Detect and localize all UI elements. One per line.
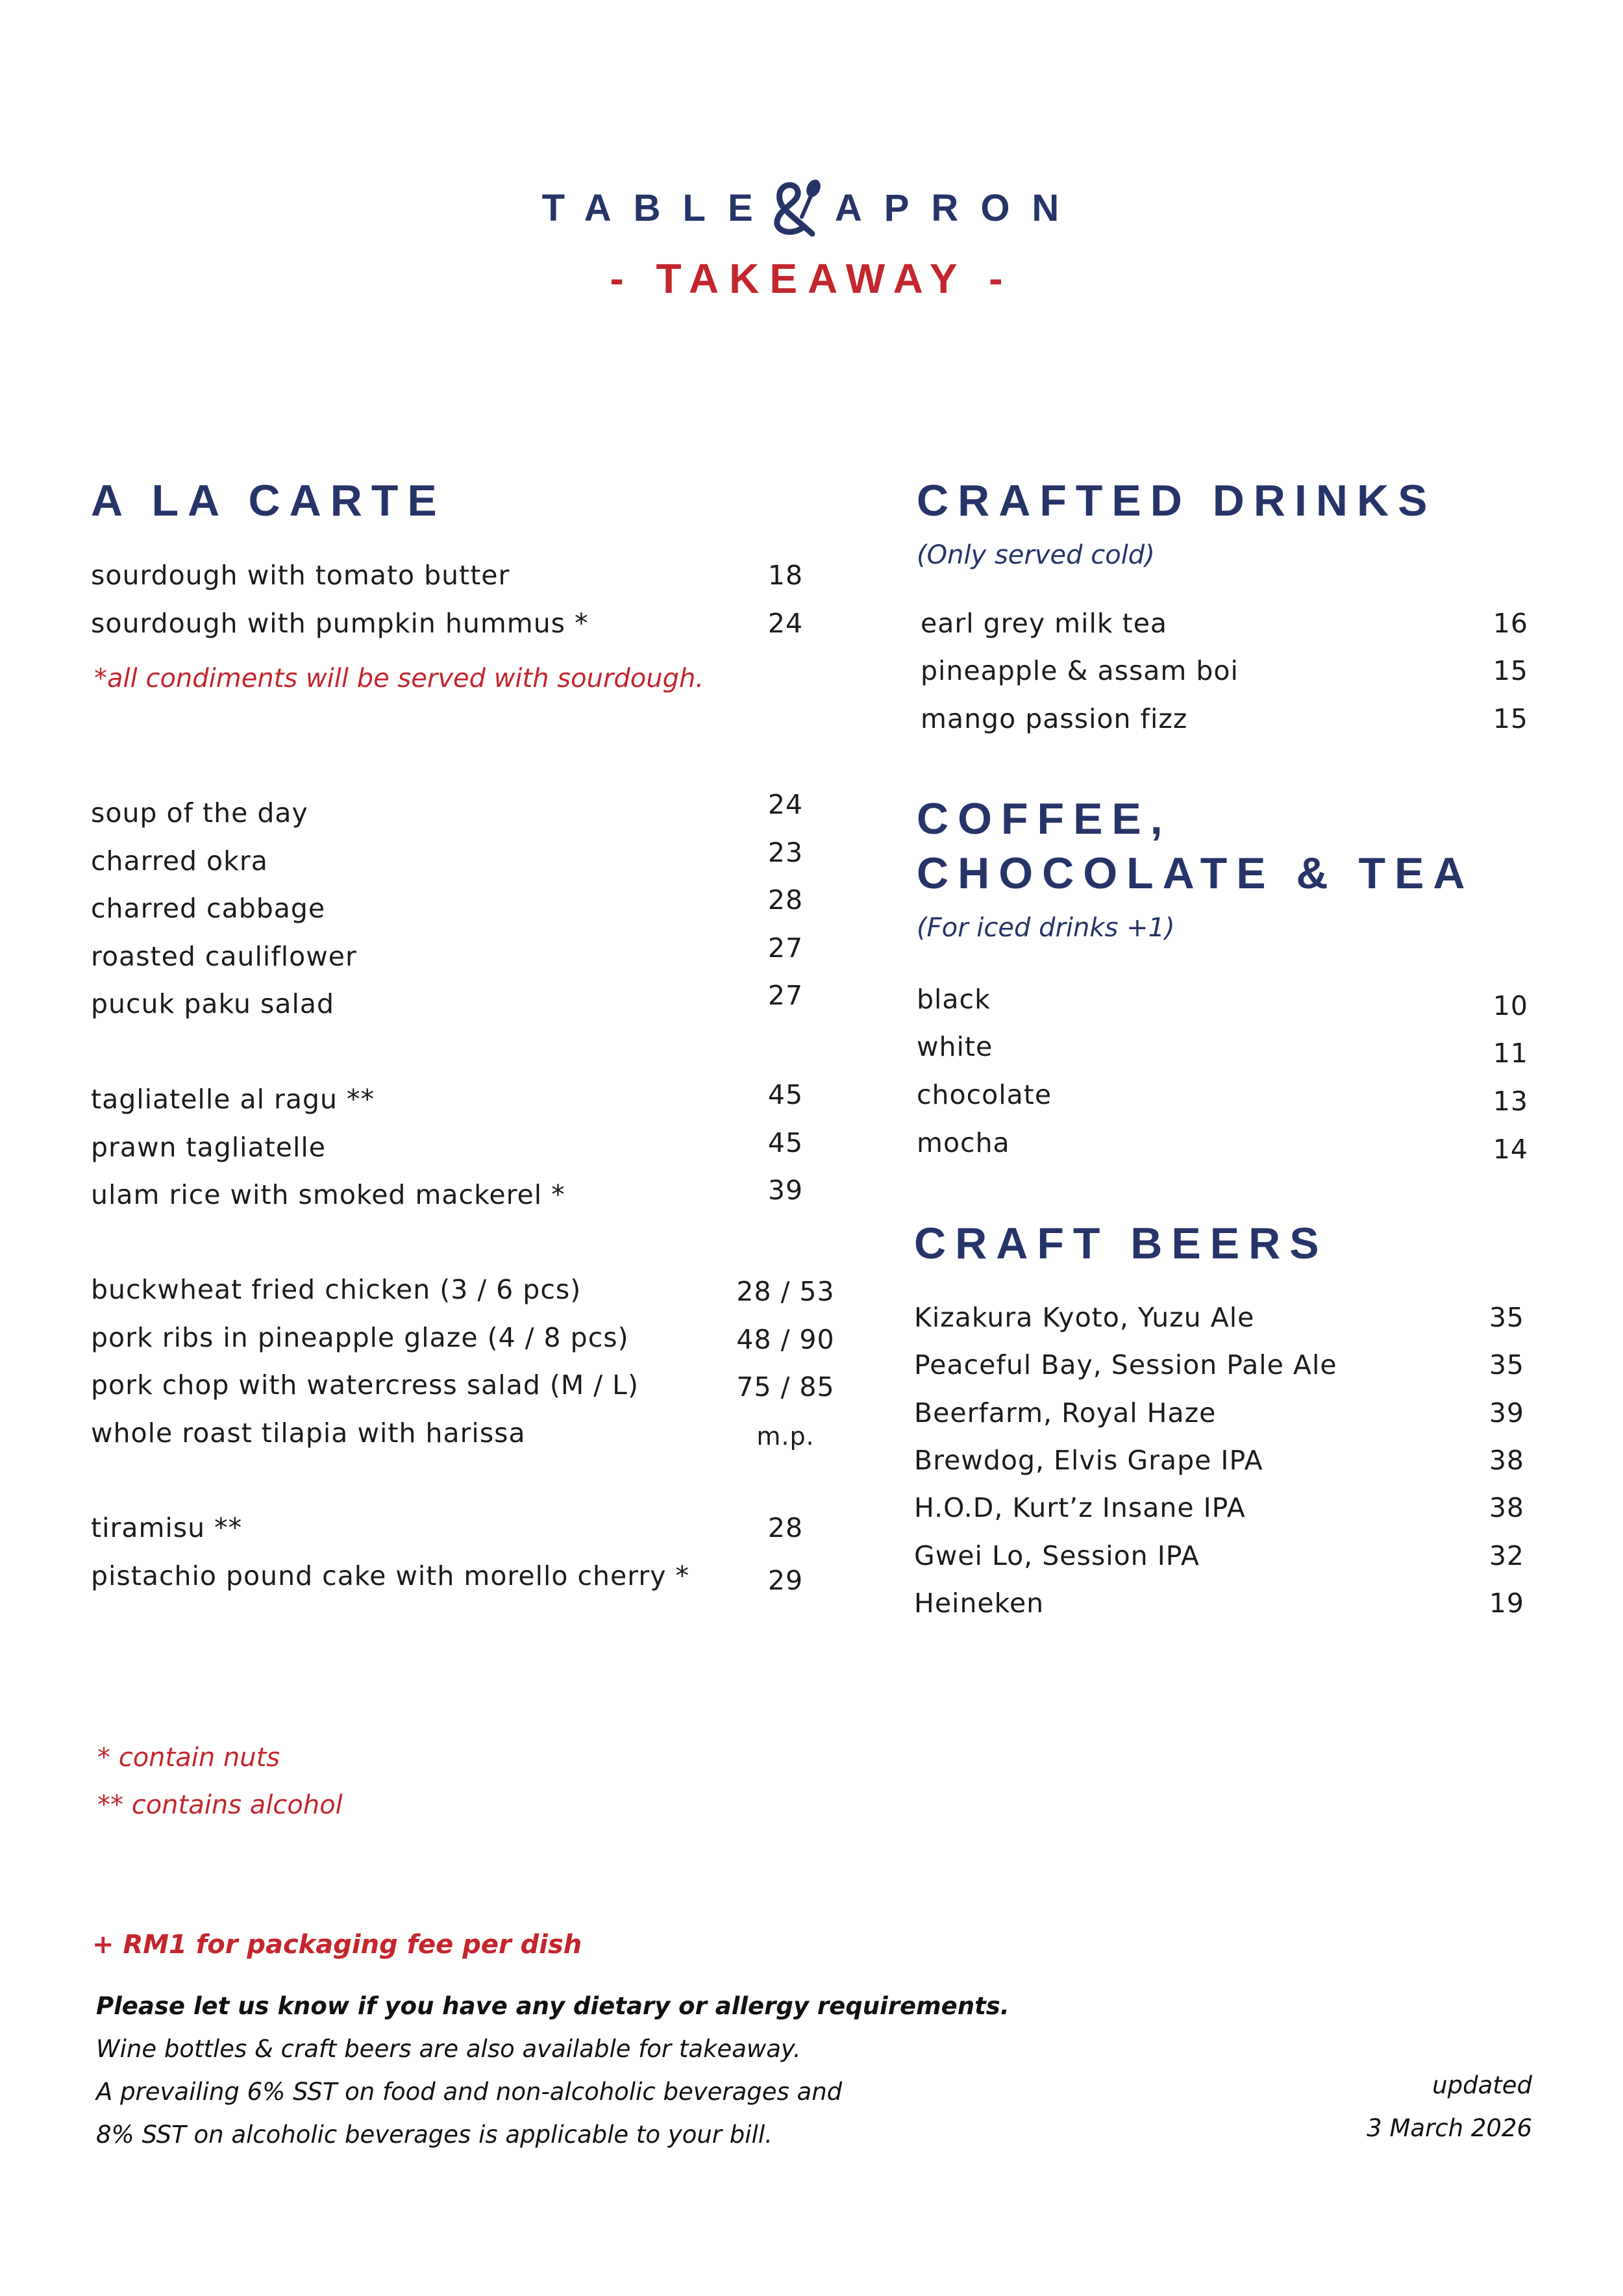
menu-price: 39 [767, 1175, 804, 1206]
menu-subtitle: - TAKEAWAY - [610, 255, 1013, 302]
condiment-note: *all condiments will be served with sourdough. [94, 664, 704, 693]
menu-item: pork chop with watercress salad (M / L) [91, 1369, 639, 1401]
menu-price: 28 [767, 884, 804, 916]
drink-price: 15 [1493, 655, 1528, 686]
menu-price: 28 [767, 1512, 804, 1543]
beer-price: 35 [1489, 1349, 1524, 1380]
beer-item: Peaceful Bay, Session Pale Ale [914, 1349, 1337, 1380]
menu-item: buckwheat fried chicken (3 / 6 pcs) [91, 1274, 582, 1305]
drink-price: 15 [1493, 703, 1528, 734]
menu-item: sourdough with tomato butter [91, 560, 510, 591]
beer-item: Kizakura Kyoto, Yuzu Ale [914, 1302, 1255, 1333]
menu-item: prawn tagliatelle [91, 1132, 326, 1163]
menu-item: tiramisu ** [91, 1512, 243, 1543]
menu-price: 18 [767, 560, 804, 591]
menu-item: charred okra [91, 845, 268, 877]
beer-item: Brewdog, Elvis Grape IPA [914, 1445, 1263, 1476]
coffee-price: 14 [1493, 1134, 1528, 1165]
drink-item: pineapple & assam boi [921, 655, 1239, 686]
coffee-price: 13 [1493, 1086, 1528, 1117]
beer-item: Heineken [914, 1588, 1045, 1619]
packaging-fee-note: + RM1 for packaging fee per dish [92, 1930, 582, 1960]
brand-logo [0, 174, 1623, 245]
menu-item: pork ribs in pineapple glaze (4 / 8 pcs) [91, 1322, 629, 1353]
menu-price: 27 [767, 932, 804, 964]
brand-name-left: TABLE [541, 186, 775, 229]
dietary-note: Please let us know if you have any dietary or allergy requirements. [96, 1992, 1010, 2020]
menu-price: 27 [767, 980, 804, 1011]
coffee-item: white [917, 1031, 993, 1062]
beer-price: 35 [1489, 1302, 1524, 1333]
menu-item: pistachio pound cake with morello cherry * [91, 1560, 690, 1591]
menu-price: 24 [767, 608, 804, 639]
craft-beers-heading: CRAFT BEERS [914, 1219, 1328, 1268]
menu-price: 28 / 53 [736, 1276, 835, 1307]
crafted-drinks-note: (Only served cold) [917, 540, 1155, 570]
sst-note-line2: 8% SST on alcoholic beverages is applicable to your bill. [96, 2121, 773, 2149]
crafted-drinks-heading: CRAFTED DRINKS [917, 476, 1437, 525]
drink-price: 16 [1493, 608, 1528, 639]
drink-item: mango passion fizz [921, 703, 1188, 734]
coffee-price: 11 [1493, 1038, 1528, 1069]
beer-item: H.O.D, Kurt’z Insane IPA [914, 1492, 1246, 1523]
menu-item: soup of the day [91, 797, 308, 829]
coffee-note: (For iced drinks +1) [917, 913, 1175, 943]
menu-item: whole roast tilapia with harissa [91, 1417, 526, 1449]
coffee-item: chocolate [917, 1079, 1052, 1110]
ampersand-fork-spoon-icon [765, 174, 828, 242]
menu-item: tagliatelle al ragu ** [91, 1084, 375, 1115]
coffee-price: 10 [1493, 990, 1528, 1021]
beer-price: 38 [1489, 1492, 1524, 1523]
menu-item: roasted cauliflower [91, 941, 357, 972]
coffee-item: black [917, 984, 991, 1015]
beer-price: 39 [1489, 1397, 1524, 1429]
beer-price: 32 [1489, 1540, 1524, 1571]
menu-price: 75 / 85 [736, 1371, 835, 1403]
wine-note: Wine bottles & craft beers are also available for takeaway. [96, 2035, 801, 2063]
beer-price: 19 [1489, 1588, 1524, 1619]
drink-item: earl grey milk tea [921, 608, 1168, 639]
a-la-carte-heading: A LA CARTE [91, 476, 446, 525]
menu-item: sourdough with pumpkin hummus * [91, 608, 589, 639]
menu-price: m.p. [756, 1422, 815, 1451]
menu-price: 24 [767, 789, 804, 820]
legend-nuts: * contain nuts [97, 1743, 280, 1773]
menu-item: pucuk paku salad [91, 988, 334, 1019]
updated-label: updated [1432, 2071, 1532, 2099]
brand-name-right: APRON [834, 186, 1082, 229]
menu-price: 23 [767, 837, 804, 868]
beer-item: Gwei Lo, Session IPA [914, 1540, 1200, 1571]
sst-note-line1: A prevailing 6% SST on food and non-alcoholic beverages and [96, 2078, 843, 2106]
menu-price: 29 [767, 1565, 804, 1596]
coffee-item: mocha [917, 1127, 1010, 1158]
legend-alcohol: ** contains alcohol [97, 1790, 343, 1820]
coffee-heading-line2: CHOCOLATE & TEA [917, 849, 1474, 898]
menu-item: ulam rice with smoked mackerel * [91, 1179, 565, 1210]
coffee-heading-line1: COFFEE, [917, 794, 1172, 843]
menu-price: 48 / 90 [736, 1324, 835, 1355]
updated-date: 3 March 2026 [1367, 2114, 1532, 2142]
beer-price: 38 [1489, 1445, 1524, 1476]
menu-item: charred cabbage [91, 893, 326, 924]
menu-price: 45 [767, 1079, 804, 1110]
menu-price: 45 [767, 1127, 804, 1158]
beer-item: Beerfarm, Royal Haze [914, 1397, 1217, 1429]
